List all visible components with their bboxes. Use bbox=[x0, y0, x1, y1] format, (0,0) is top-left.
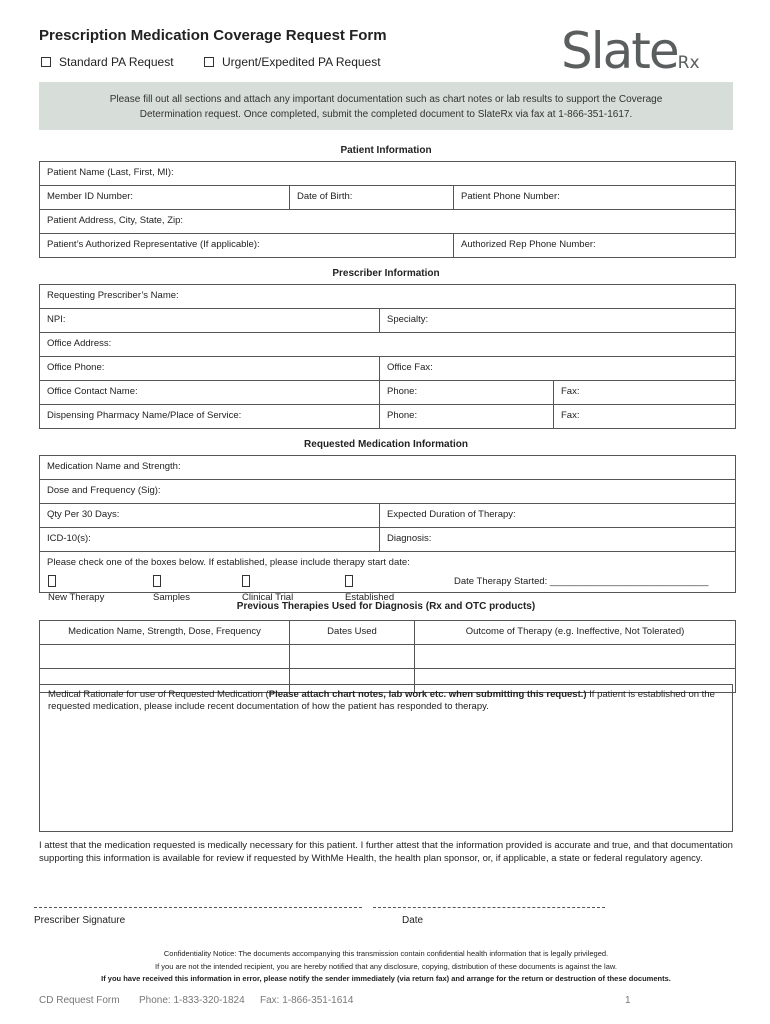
checkbox[interactable] bbox=[204, 57, 214, 67]
table-cell[interactable] bbox=[40, 645, 290, 669]
therapy-check-prompt: Please check one of the boxes below. If established, please include therapy start date: bbox=[47, 557, 410, 568]
clinical-trial-option[interactable]: Clinical Trial bbox=[242, 571, 293, 604]
checkbox[interactable] bbox=[48, 575, 56, 587]
medication-info-heading: Requested Medication Information bbox=[304, 439, 468, 450]
icd10-field[interactable]: ICD-10(s): bbox=[40, 528, 380, 552]
previous-therapies-table bbox=[39, 620, 736, 693]
previous-therapies-heading: Previous Therapies Used for Diagnosis (Rx and OTC products) bbox=[236, 601, 536, 612]
contact-phone-field[interactable]: Phone: bbox=[380, 381, 554, 405]
rationale-tail: If patient is established on the requested medication, please include recent documentation of how the patient has responded to therapy. bbox=[48, 689, 715, 712]
form-title: Prescription Medication Coverage Request Form bbox=[39, 27, 387, 44]
rep-phone-field[interactable]: Authorized Rep Phone Number: bbox=[454, 234, 736, 258]
pharmacy-fax-field[interactable]: Fax: bbox=[554, 405, 736, 429]
prescriber-signature-label: Prescriber Signature bbox=[34, 915, 126, 926]
patient-phone-field[interactable]: Patient Phone Number: bbox=[454, 186, 736, 210]
specialty-field[interactable]: Specialty: bbox=[380, 309, 736, 333]
qty-field[interactable]: Qty Per 30 Days: bbox=[40, 504, 380, 528]
new-therapy-option[interactable]: New Therapy bbox=[48, 571, 104, 604]
confidentiality-line-3: If you have received this information in error, please notify the sender immediately (via return fax) and arrange for the return or destruction of these documents. bbox=[101, 974, 671, 983]
diagnosis-field[interactable]: Diagnosis: bbox=[380, 528, 736, 552]
confidentiality-line-1: Confidentiality Notice: The documents accompanying this transmission contain confidential health information that is legally privileged. bbox=[163, 949, 609, 958]
prescriber-name-field[interactable]: Requesting Prescriber’s Name: bbox=[40, 285, 736, 309]
signature-line[interactable] bbox=[34, 907, 362, 908]
rationale-lead: Medical Rationale for use of Requested Medication ( bbox=[48, 689, 269, 700]
urgent-pa-label: Urgent/Expedited PA Request bbox=[222, 55, 381, 69]
table-cell[interactable] bbox=[290, 645, 415, 669]
column-header: Outcome of Therapy (e.g. Ineffective, Not Tolerated) bbox=[415, 621, 736, 645]
dose-frequency-field[interactable]: Dose and Frequency (Sig): bbox=[40, 480, 736, 504]
patient-name-field[interactable]: Patient Name (Last, First, MI): bbox=[40, 162, 736, 186]
date-line[interactable] bbox=[373, 907, 605, 908]
footer-phone: Phone: 1-833-320-1824 bbox=[139, 995, 245, 1006]
prescriber-info-heading: Prescriber Information bbox=[332, 268, 440, 279]
rationale-bold: Please attach chart notes, lab work etc. when submitting this request.) bbox=[268, 689, 587, 700]
contact-fax-field[interactable]: Fax: bbox=[554, 381, 736, 405]
patient-address-field[interactable]: Patient Address, City, State, Zip: bbox=[40, 210, 736, 234]
patient-info-table bbox=[39, 161, 736, 258]
pharmacy-phone-field[interactable]: Phone: bbox=[380, 405, 554, 429]
authorized-rep-field[interactable]: Patient’s Authorized Representative (If applicable): bbox=[40, 234, 454, 258]
checkbox[interactable] bbox=[345, 575, 353, 587]
column-header: Medication Name, Strength, Dose, Frequency bbox=[40, 621, 290, 645]
checkbox[interactable] bbox=[153, 575, 161, 587]
confidentiality-line-2: If you are not the intended recipient, you are hereby notified that any disclosure, copying, distribution of these documents is against the law. bbox=[155, 962, 617, 971]
urgent-pa-option[interactable] bbox=[204, 55, 381, 69]
checkbox[interactable] bbox=[242, 575, 250, 587]
duration-field[interactable]: Expected Duration of Therapy: bbox=[380, 504, 736, 528]
pharmacy-field[interactable]: Dispensing Pharmacy Name/Place of Service: bbox=[40, 405, 380, 429]
npi-field[interactable]: NPI: bbox=[40, 309, 380, 333]
slaterx-logo bbox=[561, 22, 700, 80]
member-id-field[interactable]: Member ID Number: bbox=[40, 186, 290, 210]
date-label: Date bbox=[402, 915, 424, 926]
therapy-status-cell bbox=[40, 552, 736, 603]
medication-info-table bbox=[39, 455, 736, 603]
footer-fax: Fax: 1-866-351-1614 bbox=[260, 995, 354, 1006]
logo-main-text: Slate bbox=[561, 22, 678, 80]
table-cell[interactable] bbox=[415, 645, 736, 669]
prescriber-info-table bbox=[39, 284, 736, 429]
office-address-field[interactable]: Office Address: bbox=[40, 333, 736, 357]
attestation-text: I attest that the medication requested is medically necessary for this patient. I further attest that the information provided is accurate and true, and that documentation supporting this information is available for review if requested by WithMe Health, the health plan sponsor, or, if applicable, a state or federal regulatory agency. bbox=[39, 840, 733, 864]
established-option[interactable]: Established bbox=[345, 571, 394, 604]
standard-pa-label: Standard PA Request bbox=[59, 55, 174, 69]
standard-pa-option[interactable] bbox=[41, 55, 174, 69]
patient-info-heading: Patient Information bbox=[340, 145, 432, 156]
banner-line-1: Please fill out all sections and attach any important documentation such as chart notes or lab results to support the Coverage bbox=[109, 94, 663, 105]
samples-option[interactable]: Samples bbox=[153, 571, 190, 604]
office-fax-field[interactable]: Office Fax: bbox=[380, 357, 736, 381]
office-phone-field[interactable]: Office Phone: bbox=[40, 357, 380, 381]
office-contact-field[interactable]: Office Contact Name: bbox=[40, 381, 380, 405]
instructions-banner bbox=[39, 82, 733, 130]
medical-rationale-field[interactable] bbox=[39, 684, 733, 832]
logo-sub-text: Rx bbox=[677, 53, 700, 73]
checkbox[interactable] bbox=[41, 57, 51, 67]
dob-field[interactable]: Date of Birth: bbox=[290, 186, 454, 210]
page-number: 1 bbox=[625, 995, 631, 1006]
footer-form-name: CD Request Form bbox=[39, 995, 120, 1006]
medication-name-field[interactable]: Medication Name and Strength: bbox=[40, 456, 736, 480]
therapy-start-date-field[interactable]: Date Therapy Started: ______________________________ bbox=[454, 576, 709, 587]
banner-line-2: Determination request. Once completed, submit the completed document to SlateRx via fax at 1-866-351-1617. bbox=[139, 109, 633, 120]
column-header: Dates Used bbox=[290, 621, 415, 645]
